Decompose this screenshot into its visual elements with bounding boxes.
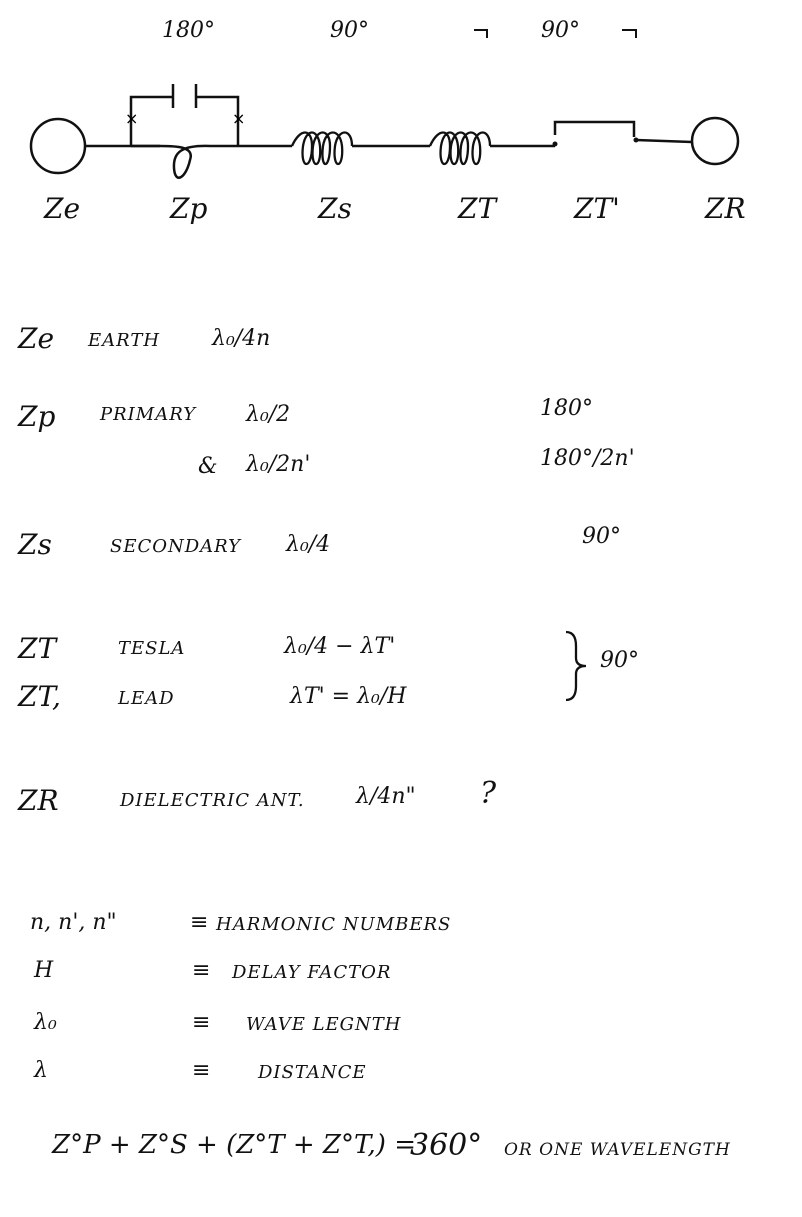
equation-value: 360° xyxy=(410,1128,483,1163)
def-formula: λ/4n" xyxy=(356,784,416,809)
legend-meaning: DELAY FACTOR xyxy=(232,962,392,983)
antenna-terminal xyxy=(692,118,738,164)
phase-label-secondary: 90° xyxy=(330,18,369,43)
junction-mark: × xyxy=(232,109,246,128)
label-zp: Zp xyxy=(170,192,208,225)
label-zr: ZR xyxy=(705,192,746,225)
def-phase: 90° xyxy=(582,524,621,549)
def-phase: 90° xyxy=(600,648,639,673)
def-name: DIELECTRIC ANT. xyxy=(120,790,305,811)
earth-terminal xyxy=(31,119,85,173)
legend-eq: ≡ xyxy=(192,1010,211,1035)
def-formula: λ₀/2 xyxy=(246,402,291,427)
equation-rhs: OR ONE WAVELENGTH xyxy=(504,1140,731,1160)
equation-lhs: Z°P + Z°S + (Z°T + Z°T,) = xyxy=(52,1130,416,1160)
circuit-diagram xyxy=(0,0,802,260)
legend-meaning: DISTANCE xyxy=(258,1062,367,1083)
legend-symbol: n, n', n" xyxy=(30,910,117,935)
def-name: LEAD xyxy=(118,688,175,709)
legend-symbol: H xyxy=(34,958,54,983)
label-zt-prime: ZT' xyxy=(574,192,620,225)
def-symbol: ZT xyxy=(18,632,57,665)
lead-dot xyxy=(553,142,558,147)
legend-eq: ≡ xyxy=(192,958,211,983)
def-symbol: Zp xyxy=(18,400,56,433)
def-phase: 180°/2n' xyxy=(540,446,635,471)
legend-meaning: WAVE LEGNTH xyxy=(246,1014,402,1035)
def-name: PRIMARY xyxy=(100,404,197,425)
legend-eq: ≡ xyxy=(190,910,209,935)
def-symbol: ZT, xyxy=(18,680,61,713)
def-formula: λ₀/2n' xyxy=(246,452,311,477)
phase-label-tesla-lead: 90° xyxy=(541,18,580,43)
lead-bracket xyxy=(555,122,634,137)
legend-eq: ≡ xyxy=(192,1058,211,1083)
def-phase: 180° xyxy=(540,396,593,421)
secondary-coil xyxy=(292,133,352,165)
def-formula: λ₀/4n xyxy=(212,326,271,351)
primary-loop xyxy=(160,146,240,178)
legend-symbol: λ xyxy=(34,1058,48,1083)
bracket-mark xyxy=(622,30,636,38)
tesla-coil xyxy=(430,133,490,165)
def-symbol: Ze xyxy=(18,322,55,355)
def-name: & xyxy=(198,454,218,479)
def-name: TESLA xyxy=(118,638,186,659)
legend-meaning: HARMONIC NUMBERS xyxy=(216,914,452,935)
def-name: EARTH xyxy=(88,330,161,351)
wire xyxy=(636,140,692,142)
label-zs: Zs xyxy=(318,192,352,225)
def-symbol: Zs xyxy=(18,528,52,561)
bracket-mark xyxy=(474,30,487,38)
phase-label-primary: 180° xyxy=(162,18,215,43)
def-formula: λ₀/4 − λT' xyxy=(284,634,396,659)
legend-symbol: λ₀ xyxy=(34,1010,57,1035)
def-name: SECONDARY xyxy=(110,536,242,557)
def-phase: ? xyxy=(480,776,497,811)
label-zt: ZT xyxy=(458,192,497,225)
label-ze: Ze xyxy=(44,192,81,225)
junction-mark: × xyxy=(125,109,139,128)
def-formula: λT' = λ₀/H xyxy=(290,684,407,709)
brace-icon xyxy=(560,628,590,704)
def-symbol: ZR xyxy=(18,784,59,817)
def-formula: λ₀/4 xyxy=(286,532,331,557)
